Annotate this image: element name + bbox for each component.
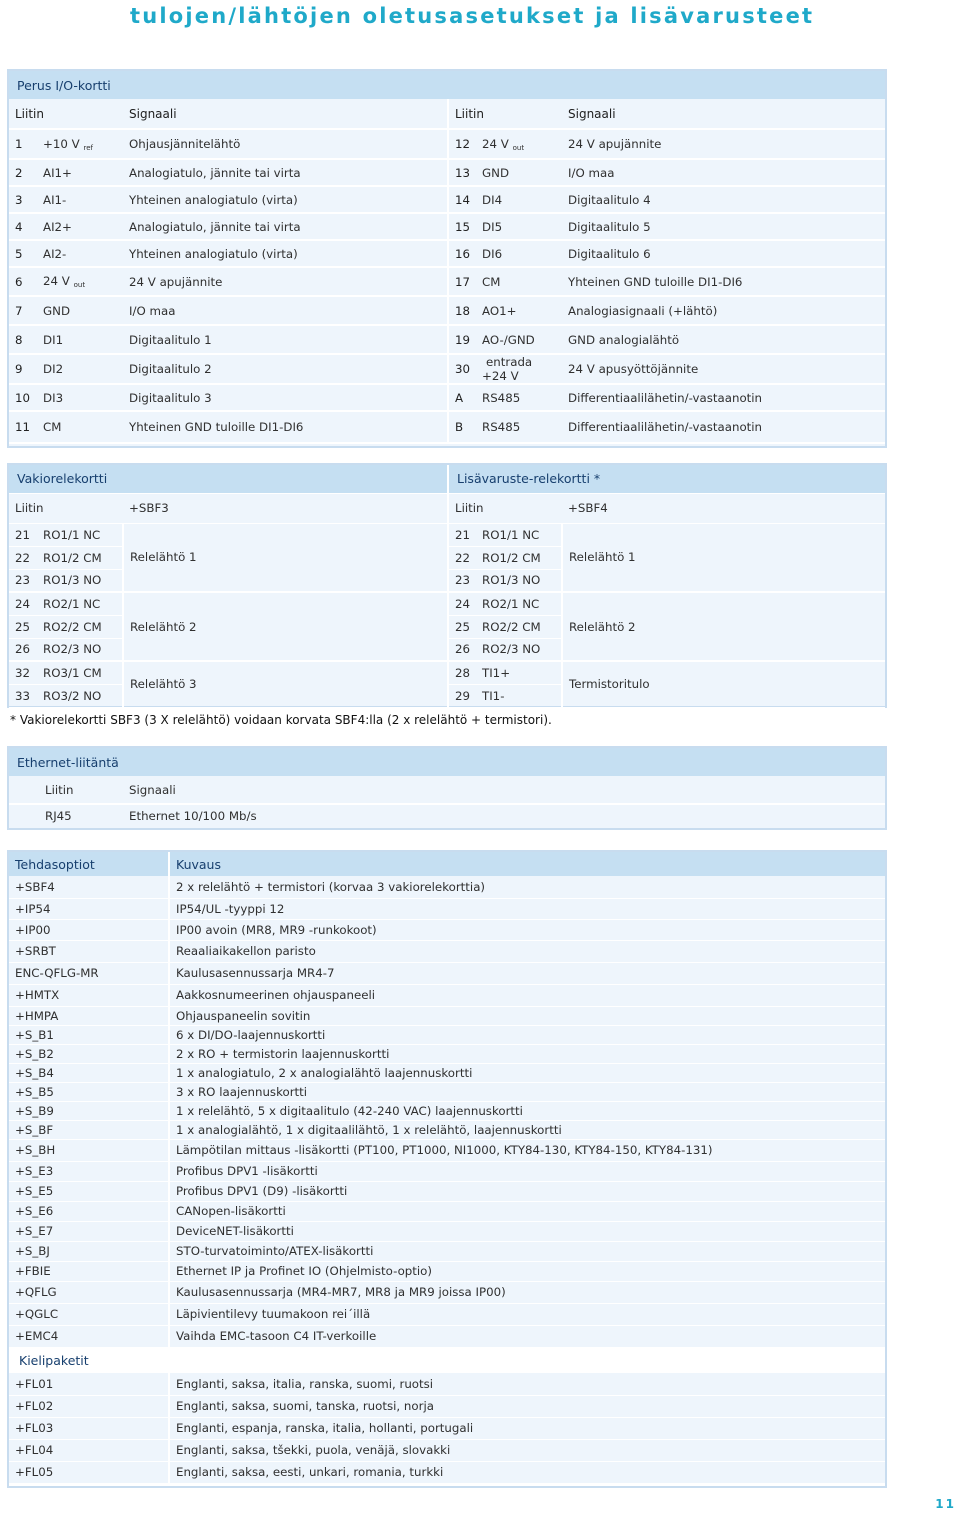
language-title-row xyxy=(9,1347,885,1373)
option-row xyxy=(9,1006,885,1025)
terminal-label: DI1 xyxy=(43,332,64,347)
signal-description: I/O maa xyxy=(562,159,885,186)
terminal-label: AO1+ xyxy=(482,303,517,318)
option-row xyxy=(9,1181,885,1201)
terminal-label: entrada xyxy=(486,355,533,369)
relay-terminal: TI1+ xyxy=(476,661,562,684)
io-row xyxy=(9,384,885,411)
pin-header-2: Liitin xyxy=(448,99,562,129)
ethernet-pin-header: Liitin xyxy=(9,776,123,804)
io-row xyxy=(9,240,885,267)
option-code: +HMTX xyxy=(9,984,169,1006)
pin-number: 6 xyxy=(9,267,37,296)
option-code: +S_B2 xyxy=(9,1044,169,1063)
pin-number: 7 xyxy=(9,296,37,325)
signal-description: Ohjausjännitelähtö xyxy=(123,129,448,159)
pin-number: A xyxy=(448,384,476,411)
relay-row xyxy=(9,661,885,684)
option-row xyxy=(9,940,885,962)
option-code: +S_B4 xyxy=(9,1063,169,1082)
relay-group-right: Relelähtö 2 xyxy=(562,592,885,661)
option-code: +S_E7 xyxy=(9,1221,169,1241)
relay-pin: 32 xyxy=(9,661,37,684)
option-row xyxy=(9,1303,885,1325)
relay-pin: 22 xyxy=(448,546,476,569)
sbf3-header: +SBF3 xyxy=(123,493,448,523)
terminal-name xyxy=(37,267,123,296)
option-row xyxy=(9,1044,885,1063)
relay-group-right: Relelähtö 1 xyxy=(562,523,885,592)
option-code: +FL02 xyxy=(9,1395,169,1417)
relay-pin: 24 xyxy=(448,592,476,615)
option-code: +HMPA xyxy=(9,1006,169,1025)
signal-description: Digitaalitulo 4 xyxy=(562,186,885,213)
relay-terminal: RO1/1 NC xyxy=(476,523,562,546)
option-description: Ethernet IP ja Profinet IO (Ohjelmisto-optio) xyxy=(169,1261,885,1281)
signal-header-2: Signaali xyxy=(562,99,885,129)
relay-group-right: Termistoritulo xyxy=(562,661,885,707)
option-description: Lämpötilan mittaus -lisäkortti (PT100, PT1000, NI1000, KTY84-130, KTY84-150, KTY84-131) xyxy=(169,1139,885,1161)
pin-number: 10 xyxy=(9,384,37,411)
option-description: 3 x RO laajennuskortti xyxy=(169,1082,885,1101)
io-row xyxy=(9,159,885,186)
pin-number: 4 xyxy=(9,213,37,240)
option-code: +FL03 xyxy=(9,1417,169,1439)
option-description: IP54/UL -tyyppi 12 xyxy=(169,898,885,919)
option-code: +EMC4 xyxy=(9,1325,169,1347)
option-row xyxy=(9,1261,885,1281)
option-row xyxy=(9,1120,885,1139)
relay-pin: 21 xyxy=(448,523,476,546)
option-row xyxy=(9,1221,885,1241)
pin-number: 18 xyxy=(448,296,476,325)
option-code: ENC-QFLG-MR xyxy=(9,962,169,984)
option-description: Kaulusasennussarja (MR4-MR7, MR8 ja MR9 joissa IP00) xyxy=(169,1281,885,1303)
signal-description: 24 V apusyöttöjännite xyxy=(562,354,885,384)
terminal-label: 24 V xyxy=(482,136,509,151)
relay-pin: 23 xyxy=(9,569,37,592)
terminal-name xyxy=(37,129,123,159)
terminal-name xyxy=(476,159,562,186)
option-code: +S_BF xyxy=(9,1120,169,1139)
option-description: Aakkosnumeerinen ohjauspaneeli xyxy=(169,984,885,1006)
signal-description: Differentiaalilähetin/-vastaanotin xyxy=(562,411,885,443)
relay-row xyxy=(9,523,885,546)
option-description: Profibus DPV1 (D9) -lisäkortti xyxy=(169,1181,885,1201)
option-code: +FL05 xyxy=(9,1461,169,1483)
option-description: 1 x analogialähtö, 1 x digitaalilähtö, 1 x relelähtö, laajennuskortti xyxy=(169,1120,885,1139)
ethernet-title: Ethernet-liitäntä xyxy=(9,748,885,776)
option-description: Reaaliaikakellon paristo xyxy=(169,940,885,962)
relay-pin: 23 xyxy=(448,569,476,592)
option-description: STO-turvatoiminto/ATEX-lisäkortti xyxy=(169,1241,885,1261)
terminal-name xyxy=(476,384,562,411)
pin-number: 3 xyxy=(9,186,37,213)
option-description: Englanti, saksa, italia, ranska, suomi, ruotsi xyxy=(169,1373,885,1395)
terminal-label: AI2+ xyxy=(43,219,72,234)
relay-header-row xyxy=(9,493,885,523)
terminal-label: GND xyxy=(482,165,510,180)
ethernet-pin: RJ45 xyxy=(45,808,72,823)
optional-relay-title: Lisävaruste-relekortti * xyxy=(448,465,885,493)
option-code: +FL04 xyxy=(9,1439,169,1461)
io-row xyxy=(9,129,885,159)
page-title: tulojen/lähtöjen oletusasetukset ja lisävarusteet xyxy=(130,4,815,28)
terminal-name xyxy=(37,240,123,267)
pin-number: B xyxy=(448,411,476,443)
io-row xyxy=(9,411,885,443)
terminal-label: RS485 xyxy=(482,420,521,434)
pin-number: 15 xyxy=(448,213,476,240)
option-row xyxy=(9,1082,885,1101)
option-row xyxy=(9,1461,885,1483)
page-number: 11 xyxy=(935,1497,956,1511)
option-row xyxy=(9,1063,885,1082)
option-description: 2 x relelähtö + termistori (korvaa 3 vakiorelekorttia) xyxy=(169,876,885,898)
option-code: +QFLG xyxy=(9,1281,169,1303)
relay-group-left: Relelähtö 3 xyxy=(123,661,448,707)
pin-header: Liitin xyxy=(9,99,123,129)
terminal-name xyxy=(476,129,562,159)
option-row xyxy=(9,1241,885,1261)
relay-footnote: * Vakiorelekortti SBF3 (3 X relelähtö) voidaan korvata SBF4:lla (2 x relelähtö + termistori). xyxy=(10,713,552,727)
relay-table xyxy=(9,465,885,708)
option-description: Vaihda EMC-tasoon C4 IT-verkoille xyxy=(169,1325,885,1347)
terminal-label: CM xyxy=(43,420,62,434)
pin-number: 19 xyxy=(448,325,476,354)
io-row xyxy=(9,296,885,325)
pin-number: 8 xyxy=(9,325,37,354)
option-code: +FBIE xyxy=(9,1261,169,1281)
option-description: DeviceNET-lisäkortti xyxy=(169,1221,885,1241)
relay-terminal: RO1/2 CM xyxy=(37,546,123,569)
ethernet-table xyxy=(9,776,885,826)
option-code: +S_B5 xyxy=(9,1082,169,1101)
signal-description: 24 V apujännite xyxy=(562,129,885,159)
option-code: +SBF4 xyxy=(9,876,169,898)
option-row xyxy=(9,1325,885,1347)
pin-number: 11 xyxy=(9,411,37,443)
option-row xyxy=(9,1281,885,1303)
terminal-name xyxy=(37,384,123,411)
option-description: CANopen-lisäkortti xyxy=(169,1201,885,1221)
io-card-table xyxy=(9,99,885,444)
option-row xyxy=(9,1161,885,1181)
pin-number: 16 xyxy=(448,240,476,267)
relay-pin: 26 xyxy=(9,638,37,661)
option-description: 6 x DI/DO-laajennuskortti xyxy=(169,1025,885,1044)
option-row xyxy=(9,1417,885,1439)
relay-terminal: RO2/1 NC xyxy=(476,592,562,615)
option-code: +S_E6 xyxy=(9,1201,169,1221)
signal-description: Digitaalitulo 3 xyxy=(123,384,448,411)
terminal-label: +10 V xyxy=(43,136,80,151)
option-row xyxy=(9,984,885,1006)
option-row xyxy=(9,898,885,919)
terminal-label: CM xyxy=(482,274,501,289)
sbf4-header: +SBF4 xyxy=(562,493,885,523)
relay-pin: 24 xyxy=(9,592,37,615)
terminal-name xyxy=(37,325,123,354)
signal-description: Yhteinen analogiatulo (virta) xyxy=(123,240,448,267)
option-code: +SRBT xyxy=(9,940,169,962)
relay-panel xyxy=(7,463,887,708)
option-code: +FL01 xyxy=(9,1373,169,1395)
option-row xyxy=(9,1395,885,1417)
option-code: +S_E3 xyxy=(9,1161,169,1181)
relay-pin-header-2: Liitin xyxy=(448,493,562,523)
signal-description: Yhteinen GND tuloille DI1-DI6 xyxy=(123,411,448,443)
io-card-header-row xyxy=(9,99,885,129)
io-card-panel xyxy=(7,69,887,448)
option-row xyxy=(9,1439,885,1461)
relay-terminal: RO2/3 NO xyxy=(476,638,562,661)
terminal-name xyxy=(37,159,123,186)
ethernet-panel xyxy=(7,746,887,830)
io-row xyxy=(9,354,885,384)
pin-number: 30 xyxy=(448,354,476,384)
relay-pin: 25 xyxy=(448,615,476,638)
relay-row xyxy=(9,592,885,615)
relay-terminal: RO2/3 NO xyxy=(37,638,123,661)
option-code: +S_BJ xyxy=(9,1241,169,1261)
relay-terminal: RO1/3 NO xyxy=(37,569,123,592)
option-code: +S_E5 xyxy=(9,1181,169,1201)
terminal-label: AI1- xyxy=(43,192,67,207)
terminal-name xyxy=(476,411,562,443)
relay-terminal: RO2/1 NC xyxy=(37,592,123,615)
signal-description: I/O maa xyxy=(123,296,448,325)
terminal-name xyxy=(476,325,562,354)
relay-pin: 22 xyxy=(9,546,37,569)
signal-description: Digitaalitulo 5 xyxy=(562,213,885,240)
io-row xyxy=(9,267,885,296)
description-header: Kuvaus xyxy=(169,852,885,876)
option-description: Englanti, espanja, ranska, italia, hollanti, portugali xyxy=(169,1417,885,1439)
option-row xyxy=(9,1373,885,1395)
pin-number: 9 xyxy=(9,354,37,384)
option-row xyxy=(9,1201,885,1221)
relay-pin: 28 xyxy=(448,661,476,684)
pin-number: 17 xyxy=(448,267,476,296)
pin-number: 14 xyxy=(448,186,476,213)
relay-terminal: RO2/2 CM xyxy=(37,615,123,638)
terminal-label: GND xyxy=(43,303,71,318)
option-description: Profibus DPV1 -lisäkortti xyxy=(169,1161,885,1181)
relay-terminal: RO1/1 NC xyxy=(37,523,123,546)
signal-description: Digitaalitulo 6 xyxy=(562,240,885,267)
standard-relay-title: Vakiorelekortti xyxy=(9,465,448,493)
io-row xyxy=(9,325,885,354)
option-description: 1 x relelähtö, 5 x digitaalitulo (42-240 VAC) laajennuskortti xyxy=(169,1101,885,1120)
terminal-name xyxy=(476,267,562,296)
relay-terminal: TI1- xyxy=(476,684,562,707)
pin-number: 2 xyxy=(9,159,37,186)
terminal-label: AO-/GND xyxy=(482,332,535,347)
terminal-label: 24 V xyxy=(43,274,70,288)
terminal-label: DI5 xyxy=(482,219,503,234)
terminal-name xyxy=(37,213,123,240)
relay-pin-header: Liitin xyxy=(9,493,123,523)
signal-header: Signaali xyxy=(123,99,448,129)
language-packages-title: Kielipaketit xyxy=(9,1347,885,1373)
terminal-subscript: out xyxy=(73,281,86,289)
relay-terminal: RO1/3 NO xyxy=(476,569,562,592)
relay-pin: 33 xyxy=(9,684,37,707)
signal-description: Analogiasignaali (+lähtö) xyxy=(562,296,885,325)
option-description: Englanti, saksa, suomi, tanska, ruotsi, norja xyxy=(169,1395,885,1417)
option-description: Ohjauspaneelin sovitin xyxy=(169,1006,885,1025)
signal-description: Yhteinen analogiatulo (virta) xyxy=(123,186,448,213)
options-header: Tehdasoptiot xyxy=(9,852,169,876)
terminal-label: +24 V xyxy=(482,369,519,383)
io-row xyxy=(9,213,885,240)
relay-terminal: RO1/2 CM xyxy=(476,546,562,569)
pin-number: 1 xyxy=(9,129,37,159)
terminal-subscript: out xyxy=(512,143,525,152)
option-row xyxy=(9,1101,885,1120)
option-row xyxy=(9,919,885,940)
option-code: +IP00 xyxy=(9,919,169,940)
relay-pin: 29 xyxy=(448,684,476,707)
option-description: Läpivientilevy tuumakoon rei´illä xyxy=(169,1303,885,1325)
option-code: +S_B9 xyxy=(9,1101,169,1120)
terminal-name xyxy=(37,411,123,443)
option-code: +S_B1 xyxy=(9,1025,169,1044)
relay-pin: 25 xyxy=(9,615,37,638)
signal-description: Digitaalitulo 2 xyxy=(123,354,448,384)
option-row xyxy=(9,962,885,984)
signal-description: Differentiaalilähetin/-vastaanotin xyxy=(562,384,885,411)
terminal-name xyxy=(476,240,562,267)
terminal-name xyxy=(476,186,562,213)
terminal-name xyxy=(37,354,123,384)
relay-terminal: RO2/2 CM xyxy=(476,615,562,638)
signal-description: Analogiatulo, jännite tai virta xyxy=(123,159,448,186)
pin-number: 5 xyxy=(9,240,37,267)
ethernet-signal-header: Signaali xyxy=(123,776,885,804)
terminal-label: DI6 xyxy=(482,246,503,261)
io-row xyxy=(9,186,885,213)
relay-group-left: Relelähtö 1 xyxy=(123,523,448,592)
terminal-name xyxy=(37,186,123,213)
relay-pin: 21 xyxy=(9,523,37,546)
option-description: Englanti, saksa, eesti, unkari, romania, turkki xyxy=(169,1461,885,1483)
pin-number: 13 xyxy=(448,159,476,186)
options-table xyxy=(9,852,885,1484)
terminal-subscript: ref xyxy=(83,143,93,152)
option-row xyxy=(9,876,885,898)
terminal-label: AI2- xyxy=(43,246,67,261)
terminal-name xyxy=(476,213,562,240)
option-description: 1 x analogiatulo, 2 x analogialähtö laajennuskortti xyxy=(169,1063,885,1082)
terminal-label: AI1+ xyxy=(43,165,72,180)
option-row xyxy=(9,1139,885,1161)
relay-terminal: RO3/1 CM xyxy=(37,661,123,684)
terminal-name xyxy=(476,354,562,384)
io-card-title: Perus I/O-kortti xyxy=(9,71,885,99)
signal-description: Analogiatulo, jännite tai virta xyxy=(123,213,448,240)
option-description: 2 x RO + termistorin laajennuskortti xyxy=(169,1044,885,1063)
options-panel xyxy=(7,850,887,1488)
pin-number: 12 xyxy=(448,129,476,159)
signal-description: 24 V apujännite xyxy=(123,267,448,296)
relay-terminal: RO3/2 NO xyxy=(37,684,123,707)
terminal-label: DI3 xyxy=(43,390,64,405)
signal-description: GND analogialähtö xyxy=(562,325,885,354)
terminal-name xyxy=(37,296,123,325)
option-row xyxy=(9,1025,885,1044)
relay-group-left: Relelähtö 2 xyxy=(123,592,448,661)
terminal-label: DI2 xyxy=(43,362,64,376)
option-description: Englanti, saksa, tšekki, puola, venäjä, slovakki xyxy=(169,1439,885,1461)
signal-description: Yhteinen GND tuloille DI1-DI6 xyxy=(562,267,885,296)
option-description: Kaulusasennussarja MR4-7 xyxy=(169,962,885,984)
relay-pin: 26 xyxy=(448,638,476,661)
option-code: +S_BH xyxy=(9,1139,169,1161)
option-description: IP00 avoin (MR8, MR9 -runkokoot) xyxy=(169,919,885,940)
signal-description: Digitaalitulo 1 xyxy=(123,325,448,354)
terminal-label: DI4 xyxy=(482,192,503,207)
terminal-name xyxy=(476,296,562,325)
ethernet-signal: Ethernet 10/100 Mb/s xyxy=(129,808,257,823)
option-code: +QGLC xyxy=(9,1303,169,1325)
terminal-label: RS485 xyxy=(482,390,521,405)
option-code: +IP54 xyxy=(9,898,169,919)
